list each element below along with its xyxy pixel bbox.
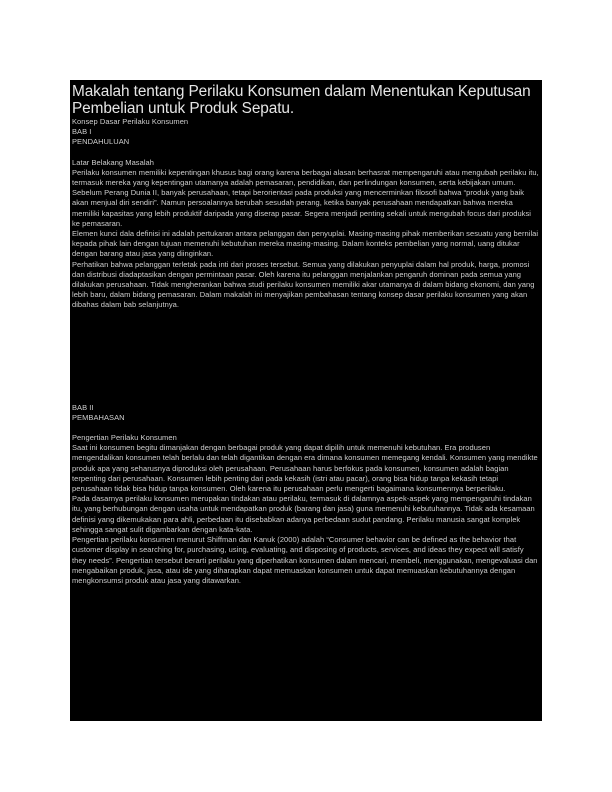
chapter-1-label: BAB I <box>72 127 92 137</box>
document-title: Makalah tentang Perilaku Konsumen dalam Menentukan Keputusan Pembelian untuk Produk Sepatu. <box>72 83 531 117</box>
chapter-2-label: BAB II <box>72 402 94 412</box>
document-subtitle: Konsep Dasar Perilaku Konsumen <box>72 117 189 126</box>
section-2-paragraph: Pengertian perilaku konsumen menurut Shiffman dan Kanuk (2000) adalah “Consumer behavior can be defined as the behavior that customer display in searching for, purchasing, using, evaluating, and disposing of products, services, and ideas they expect will satisfy they needs”. Pengertian tersebut berarti perilaku yang diperhatikan konsumen dalam mencari, membeli, menggunakan, mengevaluasi dan mengabaikan produk, jasa, atau ide yang diharapkan dapat memuaskan konsumen untuk dapat memuaskan kebutuhannya dengan mengkonsumsi produk atau jasa yang ditawarkan. <box>72 535 538 585</box>
chapter-2-title: PEMBAHASAN <box>72 412 125 422</box>
document-preview <box>70 80 542 721</box>
section-1-paragraph: Perhatikan bahwa pelanggan terletak pada inti dari proses tersebut. Semua yang dilakukan penyuplai dalam hal produk, harga, promosi dan distribusi diadaptasikan dengan permintaan pasar. Oleh karena itu pelanggan menjalankan pengaruh dominan pada semua yang dilakukan perusahaan. Tidak mengherankan bahwa studi perilaku konsumen memiliki akar utamanya di dalam bidang ekonomi, dan yang lebih baru, dalam bidang pemasaran. Dalam makalah ini menyajikan pembahasan tentang konsep dasar perilaku konsumen yang akan dibahas dalam bab selanjutnya. <box>72 259 535 310</box>
section-1-paragraph: Elemen kunci dala definisi ini adalah pertukaran antara pelanggan dan penyuplai. Masing-masing pihak memberikan sesuatu yang bernilai kepada pihak lain dengan tujuan memenuhi kebutuhan mereka masing-masing. Dalam konteks pembelian yang normal, uang ditukar dengan barang atau jasa yang diinginkan. <box>72 229 539 259</box>
section-1-paragraph: Sebelum Perang Dunia II, banyak perusahaan, tetapi berorientasi pada produksi yang mencerminkan filosofi bahwa “produk yang baik akan menjual diri sendiri”. Namun persoalannya berubah sesudah perang, ketika banyak perusahaan mendapatkan bahwa mereka memiliki kapasitas yang lebih produktif daripada yang diserap pasar. Segera menjadi penting sekali untuk mengubah focus dari produksi ke pemasaran. <box>72 188 531 228</box>
section-2-paragraph: Pada dasarnya perilaku konsumen merupakan tindakan atau perilaku, termasuk di dalamnya aspek-aspek yang mempengaruhi tindakan itu, yang berhubungan dengan usaha untuk mendapatkan produk (barang dan jasa) guna memenuhi kebutuhannya. Tidak ada kesamaan definisi yang dikemukakan para ahli, perbedaan itu disebabkan adanya perbedaan sudut pandang. Perilaku manusia sangat komplek sehingga sangat sulit digambarkan dengan kata-kata. <box>72 494 535 534</box>
section-2-heading: Pengertian Perilaku Konsumen <box>72 433 177 443</box>
section-1-heading: Latar Belakang Masalah <box>72 157 154 167</box>
section-2-paragraph: Saat ini konsumen begitu dimanjakan dengan berbagai produk yang dapat dipilih untuk memenuhi kebutuhan. Era produsen mengendalikan konsumen telah berlalu dan telah digantikan dengan era dimana konsumen memegang kendali. Konsumen yang mendikte produk apa yang seharusnya diproduksi oleh perusahaan. Perusahaan harus berfokus pada konsumen, konsumen adalah bagian terpenting dari perusahaan. Konsumen lebih penting dari pada kekasih (istri atau pacar), orang bisa hidup tanpa kekasih tetapi perusahaan tidak bisa hidup tanpa konsumen. Oleh karena itu perusahaan perlu mengerti bagaimana konsumennya berperilaku. <box>72 443 538 494</box>
chapter-1-title: PENDAHULUAN <box>72 137 130 147</box>
section-1-paragraph: Perilaku konsumen memiliki kepentingan khusus bagi orang karena berbagai alasan berhasrat mempengaruhi atau mengubah perilaku itu, termasuk mereka yang kepentingan utamanya adalah pemasaran, pendidikan, dan perlindungan konsumen, serta kebijakan umum. <box>72 167 539 188</box>
